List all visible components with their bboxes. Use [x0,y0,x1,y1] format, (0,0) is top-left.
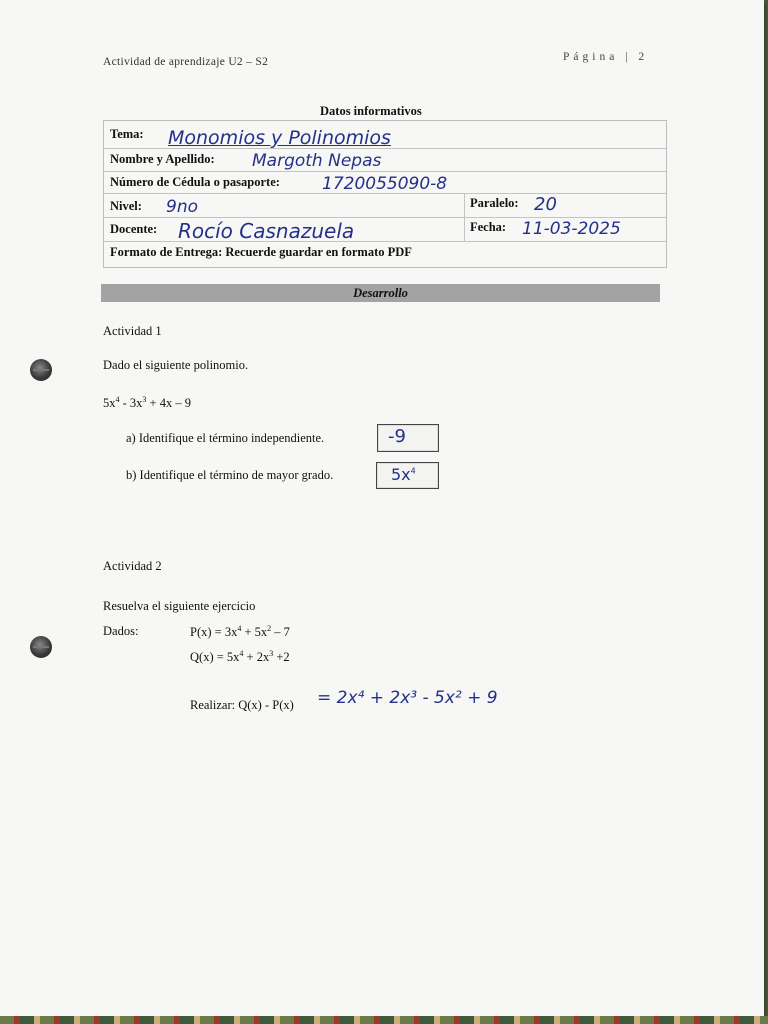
term: – 7 [271,625,290,640]
question-b: b) Identifique el término de mayor grado. [126,468,334,482]
exponent: 4 [239,649,244,658]
paralelo-value: 20 [534,194,557,215]
term: + 2x [243,650,270,665]
section-title: Desarrollo [353,286,408,300]
p-polynomial [190,624,290,640]
info-table-title: Datos informativos [320,104,422,118]
activity-2-prompt: Resuelva el siguiente ejercicio [103,599,256,613]
fecha-label: Fecha: [470,220,507,234]
nivel-label: Nivel: [110,199,142,213]
nombre-label: Nombre y Apellido: [110,152,215,166]
activity-2-title: Actividad 2 [103,559,162,573]
exponent: 4 [115,395,120,404]
exponent: 2 [267,624,272,633]
tema-value: Monomios y Polinomios [168,127,391,149]
fecha-value: 11-03-2025 [522,219,621,239]
exponent: 3 [142,395,147,404]
background-fabric [0,1016,768,1024]
punch-hole-icon [30,636,52,658]
activity-1-prompt: Dado el siguiente polinomio. [103,358,249,372]
term: 5x [103,396,116,411]
tema-label: Tema: [110,127,144,141]
answer-a-box[interactable] [377,424,439,452]
paralelo-label: Paralelo: [470,196,519,210]
realizar-answer: = 2x⁴ + 2x³ - 5x² + 9 [317,688,498,708]
term: +2 [273,650,290,665]
column-divider [464,193,465,241]
cedula-value: 1720055090-8 [322,174,448,194]
docente-value: Rocío Casnazuela [178,219,355,243]
realizar-label: Realizar: Q(x) - P(x) [190,698,294,712]
nivel-value: 9no [166,197,198,217]
answer-b-base: 5x [391,465,411,484]
term: + 5x [241,625,268,640]
punch-hole-icon [30,359,52,381]
document-header: Actividad de aprendizaje U2 – S2 [103,56,269,68]
answer-b-exp: 4 [410,466,416,476]
polynomial [103,395,191,411]
page-number: Página | 2 [563,51,649,63]
row-divider [104,217,666,218]
term: + 4x – 9 [146,396,191,411]
exponent: 4 [237,624,242,633]
nombre-value: Margoth Nepas [252,151,382,171]
term: - 3x [119,396,143,411]
activity-1-title: Actividad 1 [103,324,162,338]
docente-label: Docente: [110,222,158,236]
q-polynomial [190,649,290,665]
info-table [103,120,667,268]
exponent: 3 [269,649,274,658]
term: P(x) = 3x [190,625,238,640]
row-divider [104,171,666,172]
section-header-bar [101,284,660,302]
formato-label: Formato de Entrega: Recuerde guardar en formato PDF [110,245,412,259]
answer-a: -9 [388,426,406,447]
dados-label: Dados: [103,624,139,638]
answer-b-box[interactable] [376,462,439,489]
answer-b [391,465,416,484]
question-a: a) Identifique el término independiente. [126,431,325,445]
term: Q(x) = 5x [190,650,240,665]
cedula-label: Número de Cédula o pasaporte: [110,175,280,189]
